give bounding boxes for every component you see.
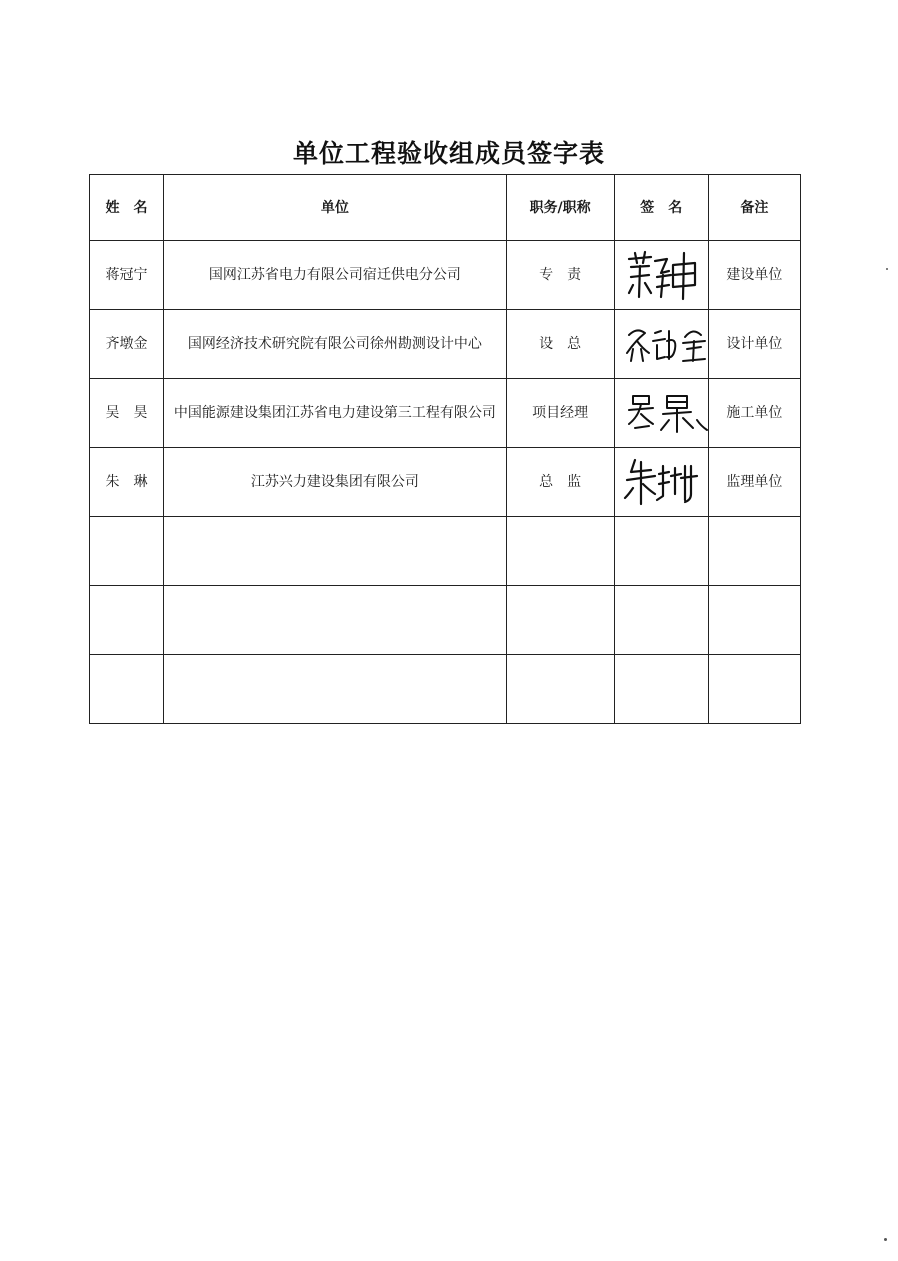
empty-row (90, 517, 801, 586)
header-note: 备注 (708, 175, 800, 241)
header-unit: 单位 (164, 175, 506, 241)
signature-drawing (621, 388, 709, 438)
empty-cell (614, 517, 708, 586)
empty-cell (614, 586, 708, 655)
header-signature: 签 名 (614, 175, 708, 241)
member-name: 朱 琳 (90, 448, 164, 517)
member-name: 齐墩金 (90, 310, 164, 379)
empty-cell (506, 586, 614, 655)
table-row (90, 241, 801, 310)
member-unit: 国网经济技术研究院有限公司徐州勘测设计中心 (164, 310, 506, 379)
member-unit: 中国能源建设集团江苏省电力建设第三工程有限公司 (164, 379, 506, 448)
member-note: 建设单位 (708, 241, 800, 310)
handwritten-signature (614, 379, 708, 448)
handwritten-signature (614, 310, 708, 379)
table-header-row (90, 175, 801, 241)
table-row (90, 310, 801, 379)
header-name: 姓 名 (90, 175, 164, 241)
member-position: 总 监 (506, 448, 614, 517)
member-name: 吴 昊 (90, 379, 164, 448)
member-note: 监理单位 (708, 448, 800, 517)
signature-drawing (621, 454, 705, 510)
empty-cell (506, 655, 614, 724)
table-row (90, 448, 801, 517)
signature-drawing (621, 247, 705, 303)
page-title: 单位工程验收组成员签字表 (292, 139, 605, 168)
header-position: 职务/职称 (506, 175, 614, 241)
handwritten-signature (614, 448, 708, 517)
empty-row (90, 655, 801, 724)
empty-cell (164, 655, 506, 724)
empty-cell (506, 517, 614, 586)
empty-cell (164, 586, 506, 655)
member-unit: 江苏兴力建设集团有限公司 (164, 448, 506, 517)
member-unit: 国网江苏省电力有限公司宿迁供电分公司 (164, 241, 506, 310)
member-position: 项目经理 (506, 379, 614, 448)
table-row (90, 379, 801, 448)
member-note: 施工单位 (708, 379, 800, 448)
empty-cell (708, 586, 800, 655)
scan-speck (884, 1238, 887, 1241)
signature-drawing (621, 319, 709, 369)
empty-cell (164, 517, 506, 586)
member-position: 设 总 (506, 310, 614, 379)
member-name: 蒋冠宁 (90, 241, 164, 310)
empty-cell (90, 655, 164, 724)
empty-row (90, 586, 801, 655)
handwritten-signature (614, 241, 708, 310)
member-position: 专 责 (506, 241, 614, 310)
signature-table (89, 174, 801, 724)
empty-cell (90, 586, 164, 655)
empty-cell (614, 655, 708, 724)
empty-cell (708, 655, 800, 724)
member-note: 设计单位 (708, 310, 800, 379)
scan-speck (886, 268, 888, 270)
empty-cell (708, 517, 800, 586)
empty-cell (90, 517, 164, 586)
